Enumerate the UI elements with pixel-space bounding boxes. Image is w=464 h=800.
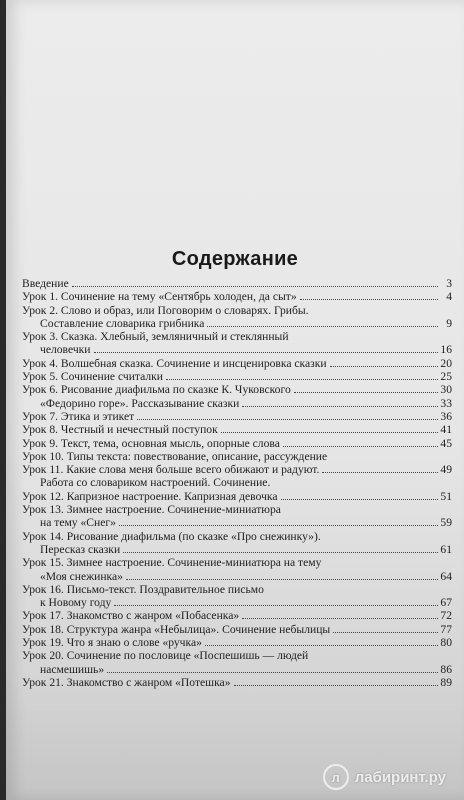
- toc-entry-title: Урок 8. Честный и нечестный поступок: [22, 423, 218, 437]
- toc-entry-title: Урок 10. Типы текста: повествование, описание, рассуждение: [22, 449, 328, 463]
- toc-entry-title: «Федорино горе». Рассказывание сказки: [40, 396, 240, 410]
- dot-leader: [294, 392, 438, 393]
- toc-entry: [22, 437, 452, 450]
- toc-entry: [22, 290, 452, 303]
- toc-page-number: 61: [440, 542, 452, 556]
- toc-entry: [22, 463, 452, 476]
- toc-entry-title: Урок 12. Капризное настроение. Капризная девочка: [22, 489, 278, 503]
- dot-leader: [126, 579, 438, 580]
- toc-entry-title: Введение: [22, 277, 69, 290]
- toc-entry-title: насмешишь»: [40, 662, 105, 676]
- toc-entry: [22, 423, 452, 436]
- toc-entry-title: к Новому году: [40, 596, 112, 610]
- toc-entry-title: Урок 3. Сказка. Хлебный, земляничный и стеклянный: [22, 330, 289, 344]
- toc-page-number: 41: [440, 423, 452, 437]
- toc-page-number: 67: [440, 596, 452, 610]
- dot-leader: [221, 432, 438, 433]
- toc-entry: [22, 663, 452, 676]
- toc-entry-title: Урок 5. Сочинение считалки: [22, 370, 164, 384]
- toc-entry-title: на тему «Снег»: [40, 516, 116, 530]
- toc-entry-title: Урок 9. Текст, тема, основная мысль, опорные слова: [22, 436, 280, 450]
- toc-page-number: 77: [440, 622, 452, 636]
- toc-page-number: 3: [446, 277, 452, 290]
- toc-page-number: 72: [440, 609, 452, 623]
- dot-leader: [123, 552, 438, 553]
- toc-entry: [22, 516, 452, 529]
- dot-leader: [283, 446, 438, 447]
- toc-entry: [22, 676, 452, 689]
- toc-entry-title: Работа со словариком настроений. Сочинение.: [40, 476, 271, 490]
- toc-entry-title: Пересказ сказки: [40, 542, 121, 556]
- toc-entry-title: Урок 17. Знакомство с жанром «Побасенка»: [22, 609, 240, 623]
- labirint-watermark: [323, 764, 446, 790]
- toc-page-number: 16: [440, 343, 452, 357]
- toc-entry: [22, 397, 452, 410]
- dot-leader: [242, 618, 438, 619]
- toc-entry-title: Урок 2. Слово и образ, или Поговорим о словарях. Грибы.: [22, 303, 309, 317]
- toc-entry-title: Урок 14. Рисование диафильма (по сказке «Про снежинку»).: [22, 529, 321, 543]
- toc-entry-title: «Моя снежинка»: [40, 569, 123, 583]
- dot-leader: [114, 605, 438, 606]
- toc-entry-title: Урок 7. Этика и этикет: [22, 409, 135, 423]
- toc-page-number: 25: [440, 370, 452, 384]
- toc-entry-title: Урок 15. Зимнее настроение. Сочинение-миниатюра на тему: [22, 556, 322, 570]
- toc-page-number: 51: [440, 489, 452, 503]
- toc-entry-title: Урок 6. Рисование диафильма по сказке К. Чуковского: [22, 383, 291, 397]
- dot-leader: [281, 499, 439, 500]
- toc-page-number: 9: [446, 316, 452, 330]
- toc-page-number: 30: [440, 383, 452, 397]
- watermark-text: лабиринт.ру: [354, 768, 446, 786]
- toc-page-number: 36: [440, 409, 452, 423]
- dot-leader: [166, 379, 438, 380]
- toc-entry: [22, 570, 452, 583]
- toc-entry-title: Урок 18. Структура жанра «Небылица». Сочинение небылицы: [22, 622, 331, 636]
- toc-entry: [22, 343, 452, 356]
- toc-entry-title: Урок 20. Сочинение по пословице «Поспешишь — людей: [22, 649, 309, 663]
- dot-leader: [207, 326, 438, 327]
- toc-entry: [22, 277, 452, 290]
- dot-leader: [72, 286, 438, 287]
- toc-page-number: 89: [440, 675, 452, 689]
- toc-entry-title: Урок 13. Зимнее настроение. Сочинение-миниатюра: [22, 503, 281, 517]
- toc-page-number: 64: [440, 569, 452, 583]
- labirint-logo-icon: л: [323, 764, 349, 790]
- dot-leader: [119, 525, 438, 526]
- toc-entry-title: Урок 19. Что я знаю о слове «ручка»: [22, 636, 202, 650]
- dot-leader: [333, 632, 438, 633]
- toc-entry: [22, 490, 452, 503]
- toc-entry: [22, 543, 452, 556]
- toc-entry: [22, 357, 452, 370]
- dot-leader: [137, 419, 438, 420]
- toc-page-number: 4: [446, 290, 452, 304]
- dot-leader: [322, 472, 438, 473]
- book-page: [6, 0, 464, 800]
- toc-entry: [22, 317, 452, 330]
- toc-entry: [22, 370, 452, 383]
- page-title: Содержание: [171, 248, 299, 270]
- toc-entry: [22, 383, 452, 396]
- toc-entry-title: Урок 1. Сочинение на тему «Сентябрь холоден, да сыт»: [22, 290, 297, 304]
- toc-page-number: 80: [440, 636, 452, 650]
- toc-entry: [22, 410, 452, 423]
- dot-leader: [330, 366, 438, 367]
- toc-entry-title: Урок 11. Какие слова меня больше всего обижают и радуют.: [22, 463, 320, 477]
- table-of-contents: [22, 277, 452, 689]
- toc-page-number: 33: [440, 396, 452, 410]
- toc-entry-title: человечки: [40, 343, 91, 357]
- toc-page-number: 20: [440, 356, 452, 370]
- toc-entry: [22, 596, 452, 609]
- toc-entry-title: Составление словарика грибника: [40, 316, 205, 330]
- toc-entry-title: Урок 21. Знакомство с жанром «Потешка»: [22, 675, 231, 689]
- dot-leader: [205, 645, 438, 646]
- toc-page-number: 86: [440, 662, 452, 676]
- toc-page-number: 49: [440, 463, 452, 477]
- dot-leader: [234, 685, 439, 686]
- toc-entry: [22, 623, 452, 636]
- toc-entry: [22, 636, 452, 649]
- toc-entry-title: Урок 16. Письмо-текст. Поздравительное письмо: [22, 582, 264, 596]
- toc-page-number: 59: [440, 516, 452, 530]
- dot-leader: [107, 672, 438, 673]
- toc-entry-title: Урок 4. Волшебная сказка. Сочинение и инсценировка сказки: [22, 356, 327, 370]
- dot-leader: [94, 352, 439, 353]
- dot-leader: [300, 299, 438, 300]
- toc-page-number: 45: [440, 436, 452, 450]
- dot-leader: [242, 406, 438, 407]
- toc-entry: [22, 609, 452, 622]
